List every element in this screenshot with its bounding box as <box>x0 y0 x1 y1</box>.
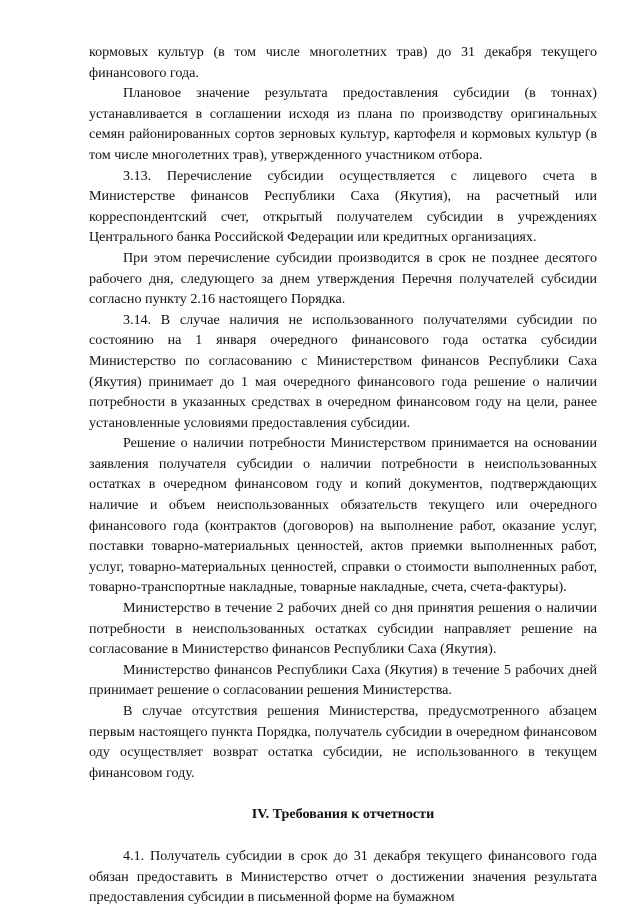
paragraph-3-13: 3.13. Перечисление субсидии осуществляется с лицевого счета в Министерстве финансов Республики Саха (Якутия), на расчетный или корреспондентский счет, открытый получателем субсидии в учреждениях Центрального банка Российской Федерации или кредитных организациях. <box>89 167 597 246</box>
paragraph-finance-approval: Министерство финансов Республики Саха (Якутия) в течение 5 рабочих дней принимает решение о согласовании решения Министерства. <box>89 661 597 699</box>
paragraph-3-14: 3.14. В случае наличия не использованного получателями субсидии по состоянию на 1 января очередного финансового года остатка субсидии Министерство по согласованию с Министерством финансов Республики Саха (Якутия) принимает до 1 мая очередного финансового года решение о наличии потребности в указанных средствах в очередном финансовом году на цели, ранее установленные условиями предоставления субсидии. <box>89 311 597 431</box>
paragraph-planned-value: Плановое значение результата предоставления субсидии (в тоннах) устанавливается в соглашении исходя из плана по производству оригинальных семян районированных сортов зерновых культур, картофеля и кормовых культур (в том числе многолетних трав), утвержденного участником отбора. <box>89 85 597 163</box>
paragraph-4-1: 4.1. Получатель субсидии в срок до 31 декабря текущего финансового года обязан предоставить в Министерство отчет о достижении значения результата предоставления субсидии в письменной форме на бумажном <box>89 847 597 906</box>
paragraph-transfer-deadline: При этом перечисление субсидии производится в срок не позднее десятого рабочего дня, следующего за днем утверждения Перечня получателей субсидии согласно пункту 2.16 настоящего Порядка. <box>89 249 597 308</box>
paragraph-need-decision: Решение о наличии потребности Министерством принимается на основании заявления получателя субсидии о наличии потребности в неиспользованных остатках в очередном финансовом году и копий документов, подтверждающих наличие и объем неиспользованных обязательств текущего или очередного финансового года (контрактов (договоров) на выполнение работ, оказание услуг, поставки товарно-материальных ценностей, актов приемки выполненных работ, услуг, товарно-материальных ценностей, справки о стоимости выполненных работ, товарно-транспортные накладные, товарные накладные, счета, счета-фактуры). <box>89 435 597 596</box>
paragraph-ministry-submission: Министерство в течение 2 рабочих дней со дня принятия решения о наличии потребности в неиспользованных остатках субсидии направляет решение на согласование в Министерство финансов Республики Саха (Якутия). <box>89 600 597 658</box>
document-text <box>89 42 597 908</box>
paragraph-refund: В случае отсутствия решения Министерства, предусмотренного абзацем первым настоящего пункта Порядка, получатель субсидии в очередном финансовом оду осуществляет возврат остатка субсидии, не использованного в текущем финансовом году. <box>89 703 597 781</box>
section-heading: IV. Требования к отчетности <box>251 806 435 823</box>
paragraph-continuation: кормовых культур (в том числе многолетних трав) до 31 декабря текущего финансового года. <box>89 44 597 81</box>
